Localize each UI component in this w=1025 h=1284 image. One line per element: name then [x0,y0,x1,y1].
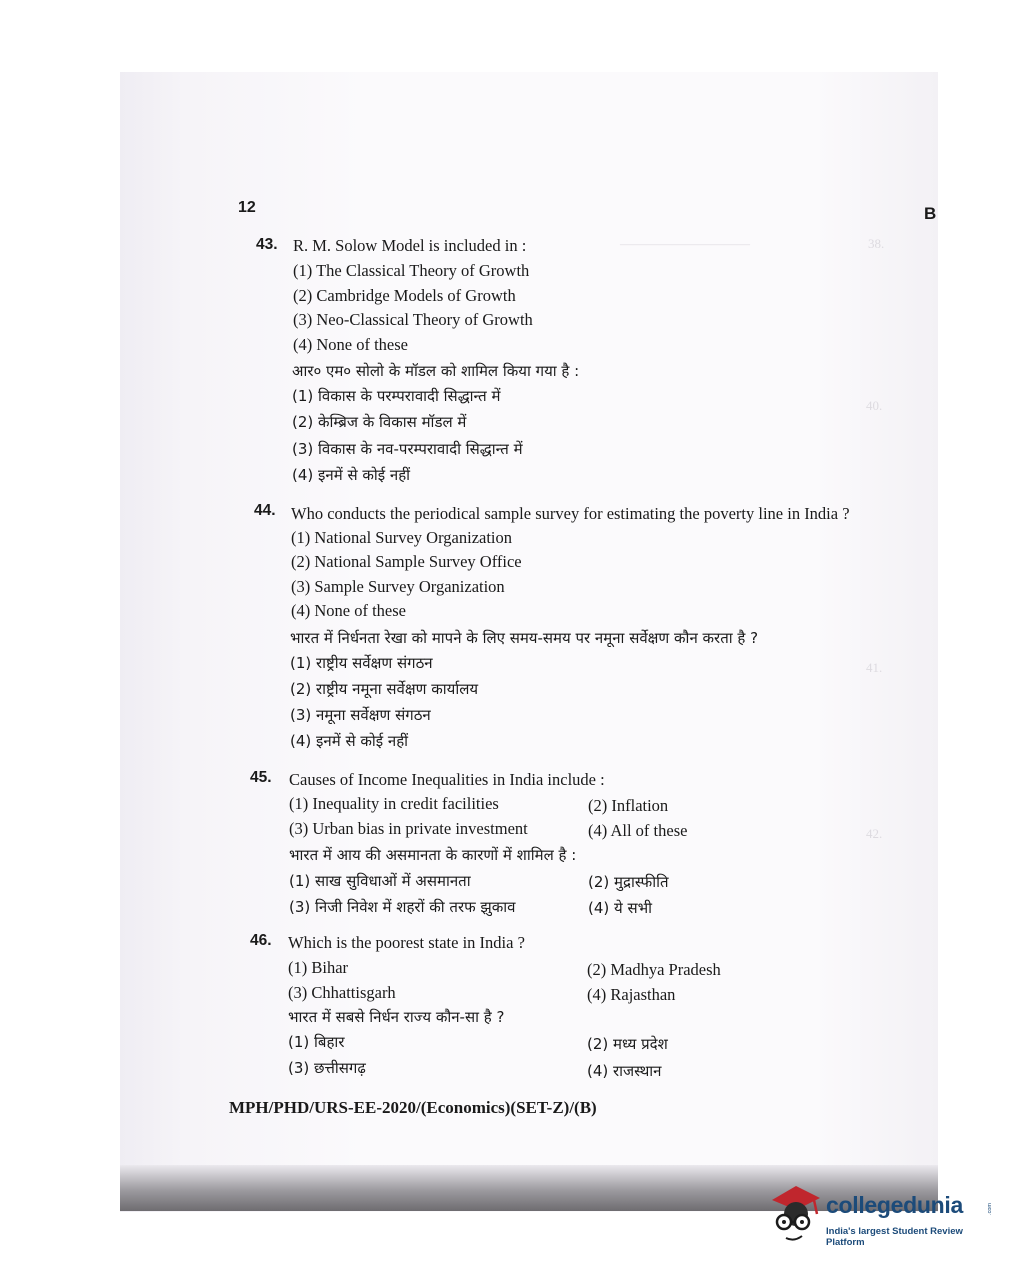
option-hindi: (1) बिहार [288,1033,345,1051]
option-hindi: (3) निजी निवेश में शहरों की तरफ झुकाव [289,898,516,916]
option: (4) Rajasthan [587,985,676,1004]
option: (4) None of these [291,601,407,620]
show-through-text: 41. [866,660,883,675]
option: (3) Sample Survey Organization [291,577,505,596]
question-number: 45. [250,769,272,786]
option: (3) Urban bias in private investment [289,819,528,838]
option-hindi: (2) मध्य प्रदेश [587,1035,668,1053]
option: (1) Bihar [288,958,349,977]
show-through-text: 38. [868,236,885,251]
option-hindi: (2) केम्ब्रिज के विकास मॉडल में [292,413,467,431]
option-hindi: (3) विकास के नव-परम्परावादी सिद्धान्त में [292,440,523,458]
logo-tagline: India's largest Student Review Platform [826,1226,963,1248]
option-hindi: (4) ये सभी [588,899,653,917]
show-through-text: —————————— [620,236,750,251]
option: (2) National Sample Survey Office [291,552,522,571]
logo-suffix: .com [986,1203,993,1215]
option-hindi: (2) राष्ट्रीय नमूना सर्वेक्षण कार्यालय [290,680,479,698]
question-number: 44. [254,502,276,519]
option: (3) Chhattisgarh [288,983,396,1002]
question-number: 46. [250,932,272,949]
question-text-hindi: भारत में सबसे निर्धन राज्य कौन-सा है ? [288,1008,505,1026]
set-letter: B [924,204,937,223]
show-through-text: 40. [866,398,883,413]
option: (4) All of these [588,821,688,840]
page-number: 12 [238,199,256,216]
option: (3) Neo-Classical Theory of Growth [293,310,533,329]
show-through-text: 42. [866,826,883,841]
option-hindi: (3) छत्तीसगढ़ [288,1059,366,1077]
question-text: Causes of Income Inequalities in India include : [289,770,605,789]
option: (1) Inequality in credit facilities [289,794,499,813]
question-text: R. M. Solow Model is included in : [293,236,527,255]
paper-code-footer: MPH/PHD/URS-EE-2020/(Economics)(SET-Z)/(B) [229,1098,597,1117]
option: (2) Cambridge Models of Growth [293,286,516,305]
collegedunia-logo[interactable] [768,1178,998,1248]
question-text-hindi: भारत में निर्धनता रेखा को मापने के लिए समय-समय पर नमूना सर्वेक्षण कौन करता है ? [290,629,759,647]
graduate-mascot-icon [768,1178,826,1248]
option: (2) Inflation [588,796,669,815]
option-hindi: (4) इनमें से कोई नहीं [290,732,409,750]
option-hindi: (4) इनमें से कोई नहीं [292,466,411,484]
option: (1) The Classical Theory of Growth [293,261,530,280]
option-hindi: (1) राष्ट्रीय सर्वेक्षण संगठन [290,654,433,672]
question-text-hindi: आर० एम० सोलो के मॉडल को शामिल किया गया है : [292,362,580,380]
option: (4) None of these [293,335,409,354]
logo-wordmark: collegedunia [826,1192,963,1218]
question-number: 43. [256,236,278,253]
option-hindi: (2) मुद्रास्फीति [588,873,669,891]
option-hindi: (1) विकास के परम्परावादी सिद्धान्त में [292,387,501,405]
question-text: Which is the poorest state in India ? [288,933,525,952]
question-text-hindi: भारत में आय की असमानता के कारणों में शामिल है : [289,846,577,864]
option-hindi: (1) साख सुविधाओं में असमानता [289,872,471,890]
option-hindi: (4) राजस्थान [587,1062,662,1080]
option: (2) Madhya Pradesh [587,960,721,979]
option: (1) National Survey Organization [291,528,513,547]
question-text: Who conducts the periodical sample survey for estimating the poverty line in India ? [291,504,850,523]
option-hindi: (3) नमूना सर्वेक्षण संगठन [290,706,431,724]
